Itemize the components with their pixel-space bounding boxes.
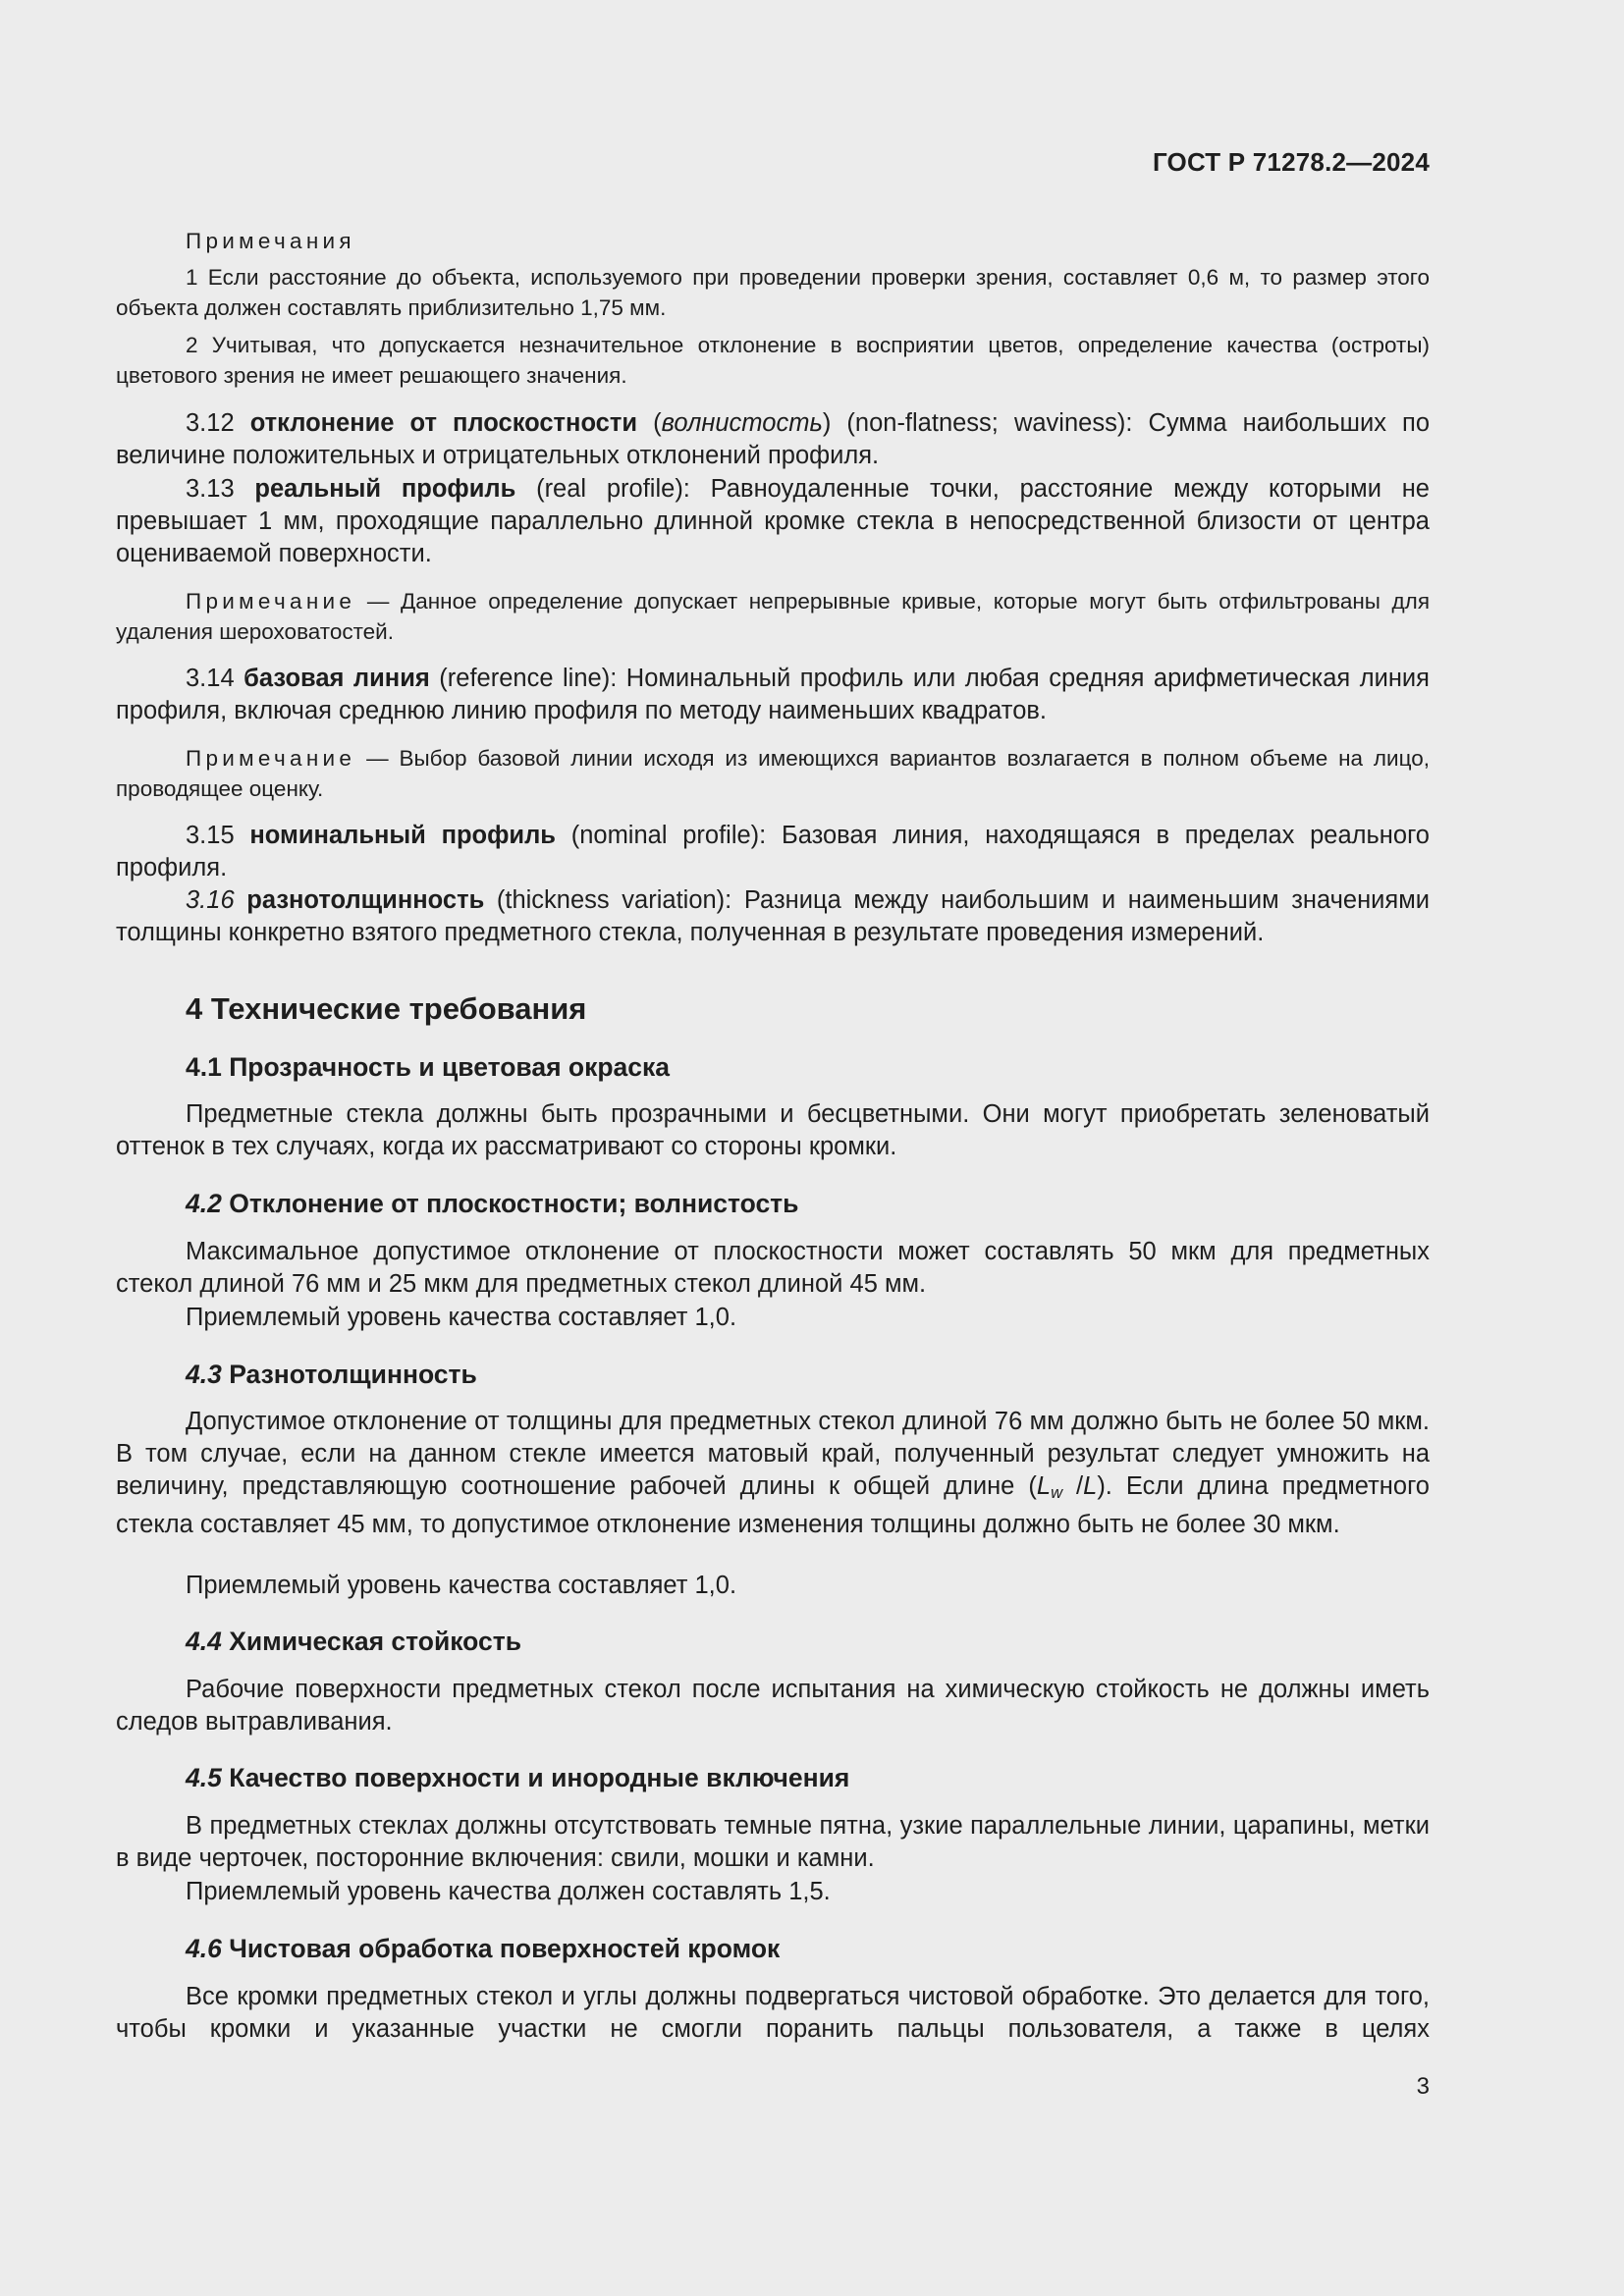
section-4-2-text: Максимальное допустимое отклонение от плоскостности может составлять 50 мкм для предметных стекол длиной 76 мм и 25 мкм для предметных стекол длиной 45 мм. [116, 1238, 1430, 1298]
section-4-1-title [186, 1052, 670, 1083]
term-3-13 [116, 473, 1430, 570]
term-definition: (thickness variation): Разница между наибольшим и наименьшим значениями толщины конкретно взятого предметного стекла, полученная в результате проведения измерений. [116, 886, 1430, 946]
term-3-16 [116, 884, 1430, 949]
section-4-4-title [186, 1627, 521, 1657]
note-3-13 [116, 586, 1430, 647]
section-heading: Качество поверхности и инородные включения [221, 1763, 850, 1792]
note-3-14 [116, 743, 1430, 804]
section-heading: Отклонение от плоскостности; волнистость [221, 1189, 799, 1218]
symbol-subscript-w: w [1051, 1483, 1063, 1503]
notes-label: Примечания [186, 229, 355, 253]
symbol-l: L [1036, 1472, 1052, 1500]
section-4-3-text [116, 1406, 1430, 1541]
section-heading: Разнотолщинность [221, 1360, 477, 1389]
note-text: — Выбор базовой линии исходя из имеющихся вариантов возлагается в полном объеме на лицо, проводящее оценку. [116, 746, 1430, 801]
section-4-4-text: Рабочие поверхности предметных стекол после испытания на химическую стойкость не должны иметь следов вытравливания. [116, 1676, 1430, 1735]
section-4-3-title [186, 1360, 477, 1390]
term-number: 3.15 [186, 822, 235, 849]
note-1: 1 Если расстояние до объекта, используемого при проведении проверки зрения, составляет 0,6 м, то размер этого объекта должен составлять приблизительно 1,75 мм. [116, 265, 1430, 320]
section-4-5-aql: Приемлемый уровень качества должен составлять 1,5. [186, 1878, 831, 1905]
term-number: 3.12 [186, 409, 235, 437]
section-4-6-title [186, 1934, 780, 1964]
term-3-14 [116, 663, 1430, 727]
page-number: 3 [1416, 2073, 1430, 2100]
note-text: — Данное определение допускает непрерывные кривые, которые могут быть отфильтрованы для удаления шероховатостей. [116, 589, 1430, 644]
section-4-2-title [186, 1189, 798, 1219]
section-4-1-text: Предметные стекла должны быть прозрачными и бесцветными. Они могут приобретать зеленоватый оттенок в тех случаях, когда их рассматривают со стороны кромки. [116, 1100, 1430, 1160]
section-4-title: 4 Технические требования [186, 991, 587, 1026]
section-number: 4.3 [186, 1360, 222, 1389]
term-synonym: волнистость [661, 409, 823, 437]
term-definition: (real profile): Равноудаленные точки, расстояние между которыми не превышает 1 мм, проходящие параллельно длинной кромке стекла в непосредственной близости от центра оцениваемой поверхности. [116, 475, 1430, 567]
section-heading: Химическая стойкость [221, 1627, 522, 1656]
note-2: 2 Учитывая, что допускается незначительное отклонение в восприятии цветов, определение качества (остроты) цветового зрения не имеет решающего значения. [116, 333, 1430, 388]
section-number: 4.1 [186, 1052, 222, 1082]
term-number: 3.16 [186, 886, 235, 914]
section-heading: Чистовая обработка поверхностей кромок [221, 1934, 781, 1963]
section-4-2-aql: Приемлемый уровень качества составляет 1,0. [186, 1304, 737, 1331]
symbol-slash: / [1062, 1472, 1084, 1500]
section-4-3-aql: Приемлемый уровень качества составляет 1,0. [186, 1572, 737, 1599]
section-number: 4.6 [186, 1934, 222, 1963]
term-number: 3.14 [186, 665, 235, 692]
term-3-12 [116, 407, 1430, 472]
section-4-5-text: В предметных стеклах должны отсутствовать темные пятна, узкие параллельные линии, царапины, метки в виде черточек, посторонние включения: свили, мошки и камни. [116, 1812, 1430, 1872]
term-paren: ( [637, 409, 662, 437]
section-number: 4.4 [186, 1627, 222, 1656]
symbol-l-total: L [1083, 1472, 1098, 1500]
term-name: разнотолщинность [246, 886, 485, 914]
term-name: отклонение от плоскостности [249, 409, 638, 437]
section-4-6-text: Все кромки предметных стекол и углы должны подвергаться чистовой обработке. Это делается для того, чтобы кромки и указанные участки не смогли поранить пальцы пользователя, а также в целях [116, 1983, 1430, 2043]
term-name: реальный профиль [254, 475, 516, 503]
document-code: ГОСТ Р 71278.2—2024 [1152, 147, 1430, 177]
text-part: ). Если длина предметного стекла составляет 45 мм, то допустимое отклонение изменения толщины должно быть не более 30 мкм. [116, 1472, 1430, 1539]
term-name: номинальный профиль [249, 822, 556, 849]
term-number: 3.13 [186, 475, 235, 503]
note-label: Примечание [186, 589, 356, 614]
note-label: Примечание [186, 746, 356, 771]
section-number: 4.2 [186, 1189, 222, 1218]
term-name: базовая линия [244, 665, 430, 692]
term-definition: ) (non-flatness; waviness): Сумма наибольших по величине положительных и отрицательных отклонений профиля. [116, 409, 1431, 469]
term-definition: (reference line): Номинальный профиль или любая средняя арифметическая линия профиля, включая среднюю линию профиля по методу наименьших квадратов. [116, 665, 1430, 724]
section-heading: Прозрачность и цветовая окраска [221, 1052, 671, 1082]
term-3-15 [116, 820, 1430, 884]
term-definition: (nominal profile): Базовая линия, находящаяся в пределах реального профиля. [116, 822, 1430, 881]
section-4-5-title [186, 1763, 849, 1793]
section-number: 4.5 [186, 1763, 222, 1792]
text-part: Допустимое отклонение от толщины для предметных стекол длиной 76 мм должно быть не более 50 мкм. В том случае, если на данном стекле имеется матовый край, полученный результат следует умножить на величину, представляющую соотношение рабочей длины к общей длине ( [116, 1408, 1430, 1500]
